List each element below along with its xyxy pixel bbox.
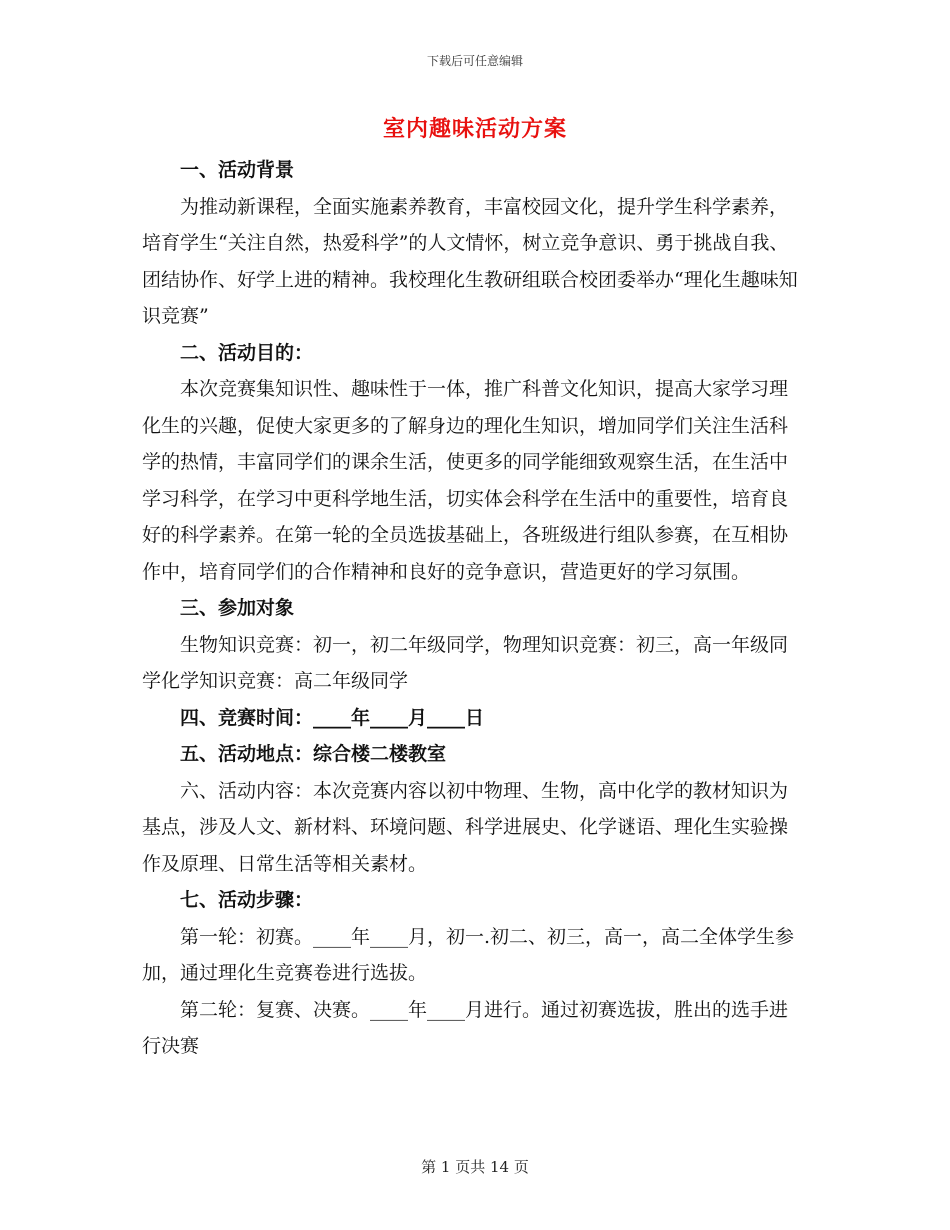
section-body-participants: 生物知识竞赛：初一，初二年级同学，物理知识竞赛：初三，高一年级同学化学知识竞赛：高二年级同学 <box>142 633 789 692</box>
section-body-purpose: 本次竞赛集知识性、趣味性于一体，推广科普文化知识，提高大家学习理化生的兴趣，促使大家更多的了解身边的理化生知识，增加同学们关注生活科学的热情，丰富同学们的课余生活，使更多的同学能细致观察生活，在生活中学习科学，在学习中更科学地生活，切实体会科学在生活中的重要性，培育良好的科学素养。在第一轮的全员选拔基础上，各班级进行组队参赛，在互相协作中，培育同学们的合作精神和良好的竞争意识，营造更好的学习氛围。 <box>142 378 789 583</box>
section-heading-time: 四、竞赛时间：____年____月____日 <box>180 706 485 729</box>
page-header: 下载后可任意编辑 <box>426 54 523 68</box>
section-body-background: 为推动新课程，全面实施素养教育，丰富校园文化，提升学生科学素养，培育学生“关注自然，热爱科学”的人文情怀，树立竞争意识、勇于挑战自我、团结协作、好学上进的精神。我校理化生教研组联合校团委举办“理化生趣味知识竞赛” <box>142 195 798 327</box>
section-heading-location: 五、活动地点：综合楼二楼教室 <box>180 743 447 765</box>
document-title: 室内趣味活动方案 <box>382 116 567 142</box>
steps-round-two: 第二轮：复赛、决赛。____年____月进行。通过初赛选拔，胜出的选手进行决赛 <box>142 998 789 1057</box>
document-body <box>142 152 806 1065</box>
section-heading-steps: 七、活动步骤： <box>180 889 314 911</box>
page-number: 第 1 页共 14 页 <box>421 1158 529 1176</box>
section-heading-participants: 三、参加对象 <box>180 597 295 619</box>
section-body-content: 六、活动内容：本次竞赛内容以初中物理、生物，高中化学的教材知识为基点，涉及人文、新材料、环境问题、科学进展史、化学谜语、理化生实验操作及原理、日常生活等相关素材。 <box>142 779 789 875</box>
steps-round-one: 第一轮：初赛。____年____月，初一.初二、初三，高一，高二全体学生参加，通过理化生竞赛卷进行选拔。 <box>142 925 795 984</box>
section-heading-background: 一、活动背景 <box>180 159 295 181</box>
section-heading-purpose: 二、活动目的： <box>180 341 314 364</box>
